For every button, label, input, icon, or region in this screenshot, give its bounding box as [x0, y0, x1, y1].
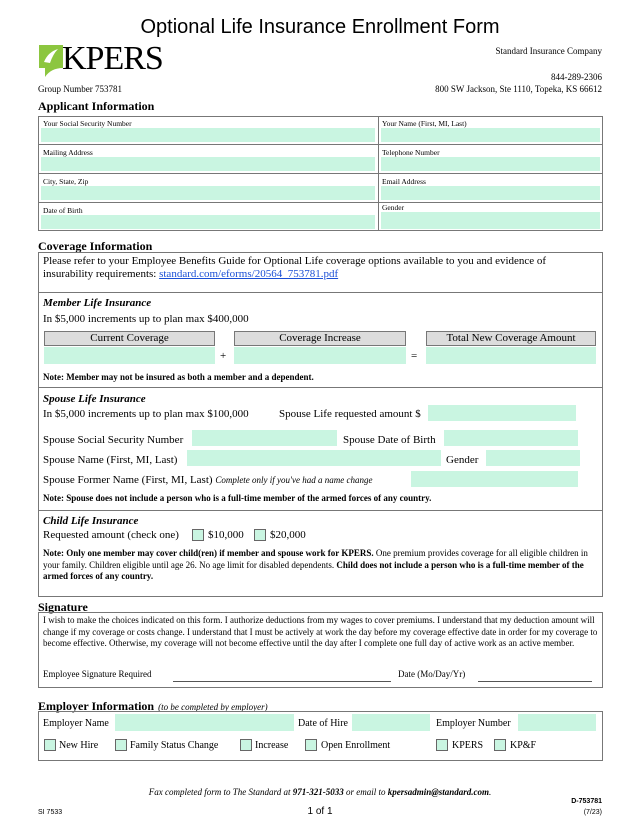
member-note: Note: Member may not be insured as both a member and a dependent.	[43, 372, 314, 382]
coverage-increase-input[interactable]	[234, 347, 406, 364]
spouse-name-input[interactable]	[187, 450, 441, 466]
coverage-heading: Coverage Information	[38, 239, 153, 253]
email-label: Email Address	[382, 177, 426, 186]
spouse-dob-label: Spouse Date of Birth	[343, 434, 436, 446]
company-address: 800 SW Jackson, Ste 1110, Topeka, KS 66612	[435, 84, 602, 94]
kpf-label: KP&F	[510, 740, 537, 751]
spouse-note: Note: Spouse does not include a person who is a full-time member of the armed forces of any country.	[43, 493, 432, 503]
spouse-requested-input[interactable]	[428, 405, 576, 421]
coverage-intro: Please refer to your Employee Benefits Guide for Optional Life coverage options available to you and evidence of insurability requirements: standard.com/eforms/20564_753781.pdf	[43, 255, 547, 280]
employee-signature-line[interactable]	[173, 681, 391, 682]
signature-date-line[interactable]	[478, 681, 592, 682]
new-hire-checkbox[interactable]	[44, 739, 56, 751]
plus-sign: +	[220, 350, 227, 362]
child-20k-label: $20,000	[270, 529, 306, 541]
child-title: Child Life Insurance	[43, 515, 139, 527]
member-increments: In $5,000 increments up to plan max $400,000	[43, 313, 249, 325]
signature-heading: Signature	[38, 600, 88, 614]
open-enrollment-checkbox[interactable]	[305, 739, 317, 751]
child-10k-checkbox[interactable]	[192, 529, 204, 541]
signature-text: I wish to make the choices indicated on this form. I authorize deductions from my wages to cover premiums. I understand that my deduction amount will change if my coverage or costs change. I understand that I must be actively at work the day before my coverage effective date in order for my coverage to become effective. Otherwise, my coverage will not become effective until the day after I complete one full day of active work as an active member.	[43, 615, 598, 648]
current-coverage-input[interactable]	[44, 347, 215, 364]
spouse-former-label: Spouse Former Name (First, MI, Last) Complete only if you've had a name change	[43, 474, 373, 486]
current-coverage-header: Current Coverage	[44, 331, 215, 346]
company-phone: 844-289-2306	[551, 72, 602, 82]
city-label: City, State, Zip	[43, 177, 89, 186]
employer-name-label: Employer Name	[43, 718, 109, 729]
spouse-gender-label: Gender	[446, 454, 479, 466]
city-input[interactable]	[41, 186, 375, 200]
child-requested-label: Requested amount (check one)	[43, 529, 179, 541]
new-hire-label: New Hire	[59, 740, 99, 751]
coverage-increase-header: Coverage Increase	[234, 331, 406, 346]
kpers-label: KPERS	[452, 740, 484, 751]
child-note: Note: Only one member may cover child(ren) if member and spouse work for KPERS. One premium provides coverage for all eligible children in your family. Children eligible until age 26. No age limit for disabled dependents. Child does not include a person who is a full-time member of the armed forces of any country.	[43, 548, 588, 581]
ssn-label: Your Social Security Number	[43, 119, 132, 128]
logo-text: KPERS	[62, 40, 163, 77]
telephone-label: Telephone Number	[382, 148, 440, 157]
employer-name-input[interactable]	[115, 714, 294, 731]
telephone-input[interactable]	[381, 157, 600, 171]
increase-label: Increase	[255, 740, 289, 751]
page-title: Optional Life Insurance Enrollment Form	[140, 16, 500, 38]
date-code: (7/23)	[583, 809, 602, 816]
dob-label: Date of Birth	[43, 206, 83, 215]
employer-heading: Employer Information (to be completed by employer)	[38, 699, 268, 713]
child-10k-label: $10,000	[208, 529, 244, 541]
spouse-ssn-input[interactable]	[192, 430, 337, 446]
kpf-checkbox[interactable]	[494, 739, 506, 751]
open-enrollment-label: Open Enrollment	[321, 740, 391, 751]
page-number: 1 of 1	[307, 806, 333, 817]
group-number: Group Number 753781	[38, 84, 122, 94]
signature-date-label: Date (Mo/Day/Yr)	[398, 669, 466, 679]
gender-label: Gender	[382, 203, 405, 212]
doc-code: D-753781	[571, 798, 602, 805]
increase-checkbox[interactable]	[240, 739, 252, 751]
spouse-requested-label: Spouse Life requested amount $	[279, 408, 421, 420]
spouse-increments: In $5,000 increments up to plan max $100,000	[43, 408, 249, 420]
leaf-icon	[38, 44, 64, 78]
dob-input[interactable]	[41, 215, 375, 229]
date-of-hire-label: Date of Hire	[298, 718, 348, 729]
spouse-gender-input[interactable]	[486, 450, 580, 466]
spouse-ssn-label: Spouse Social Security Number	[43, 434, 184, 446]
gender-input[interactable]	[381, 212, 600, 229]
equals-sign: =	[411, 350, 418, 362]
mailing-input[interactable]	[41, 157, 375, 171]
total-new-header: Total New Coverage Amount	[426, 331, 596, 346]
spouse-name-label: Spouse Name (First, MI, Last)	[43, 454, 178, 466]
mailing-label: Mailing Address	[43, 148, 93, 157]
employee-signature-label: Employee Signature Required	[43, 669, 152, 679]
date-of-hire-input[interactable]	[352, 714, 430, 731]
name-input[interactable]	[381, 128, 600, 142]
eforms-link[interactable]: standard.com/eforms/20564_753781.pdf	[159, 268, 339, 280]
member-title: Member Life Insurance	[43, 297, 152, 309]
spouse-dob-input[interactable]	[444, 430, 578, 446]
employer-number-label: Employer Number	[436, 718, 511, 729]
email-input[interactable]	[381, 186, 600, 200]
fax-instructions: Fax completed form to The Standard at 971-321-5033 or email to kpersadmin@standard.com.	[148, 787, 492, 797]
form-id: SI 7533	[38, 809, 63, 816]
total-new-input[interactable]	[426, 347, 596, 364]
kpers-logo	[38, 40, 168, 80]
applicant-heading: Applicant Information	[38, 99, 155, 113]
spouse-former-input[interactable]	[411, 471, 578, 487]
company-name: Standard Insurance Company	[495, 46, 602, 56]
name-label: Your Name (First, MI, Last)	[382, 119, 467, 128]
spouse-title: Spouse Life Insurance	[43, 393, 146, 405]
family-status-label: Family Status Change	[130, 740, 219, 751]
employer-number-input[interactable]	[518, 714, 596, 731]
child-20k-checkbox[interactable]	[254, 529, 266, 541]
ssn-input[interactable]	[41, 128, 375, 142]
family-status-checkbox[interactable]	[115, 739, 127, 751]
kpers-checkbox[interactable]	[436, 739, 448, 751]
